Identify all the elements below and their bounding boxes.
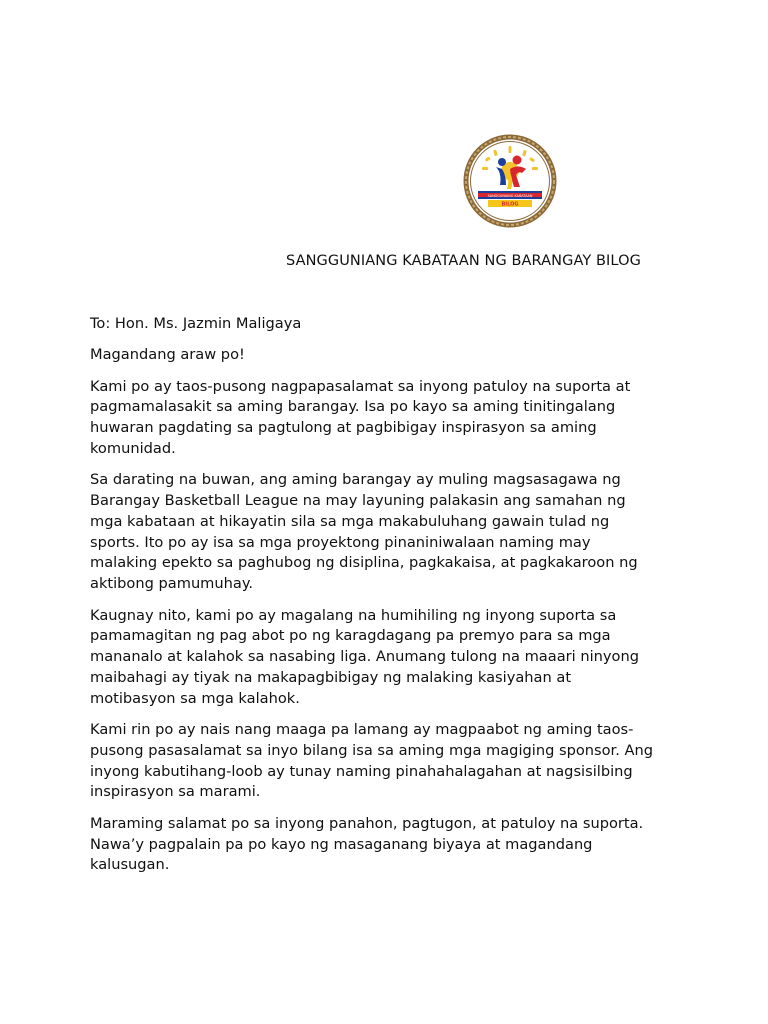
addressee-line: To: Hon. Ms. Jazmin Maligaya	[90, 315, 302, 332]
svg-text:SANGGUNIANG KABATAAN: SANGGUNIANG KABATAAN	[487, 193, 533, 198]
greeting-line: Magandang araw po!	[90, 346, 245, 364]
letter-paragraph: Kami rin po ay nais nang maaga pa lamang ay magpaabot ng aming taos- pusong pasasalamat sa inyo bilang isa sa aming mga magiging sponsor. Ang inyong kabutihang-loob ay tunay naming pinahahalagahan at nagsisilbing inspirasyon sa marami.	[90, 721, 653, 801]
letter-paragraph: Maraming salamat po sa inyong panahon, pagtugon, at patuloy na suporta. Nawa’y pagpalain pa po kayo ng masaganang biyaya at magandang kalusugan.	[90, 814, 644, 874]
letter-paragraph: Kaugnay nito, kami po ay magalang na humihiling ng inyong suporta sa pamamagitan ng pag abot po ng karagdagang pa premyo para sa mga mananalo at kalahok sa nasabing liga. Anumang tulong na maaari ninyong maibahagi ay tiyak na makapagbibigay ng malaking kasiyahan at motibasyon sa mga kalahok.	[90, 606, 639, 707]
letter-paragraph: Kami po ay taos-pusong nagpapasalamat sa inyong patuloy na suporta at pagmamalasakit sa aming barangay. Isa po kayo sa aming tinitingalang huwaran pagdating sa pagtulong at pagbibigay inspirasyon sa aming komunidad.	[90, 377, 631, 457]
letter-paragraph: Sa darating na buwan, ang aming barangay ay muling magsasagawa ng Barangay Basketball League na may layuning palakasin ang samahan ng mga kabataan at hikayatin sila sa mga makabuluhang gawain tulad ng sports. Ito po ay isa sa mga proyektong pinaniniwalaan naming may malaking epekto sa paghubog ng disiplina, pagkakaisa, at pagkakaroon ng aktibong pamumuhay.	[90, 471, 638, 593]
svg-text:BILOG: BILOG	[501, 201, 519, 208]
organization-header: SANGGUNIANG KABATAAN NG BARANGAY BILOG	[286, 253, 641, 269]
letter-body	[90, 314, 680, 887]
sk-seal-logo	[462, 133, 558, 229]
